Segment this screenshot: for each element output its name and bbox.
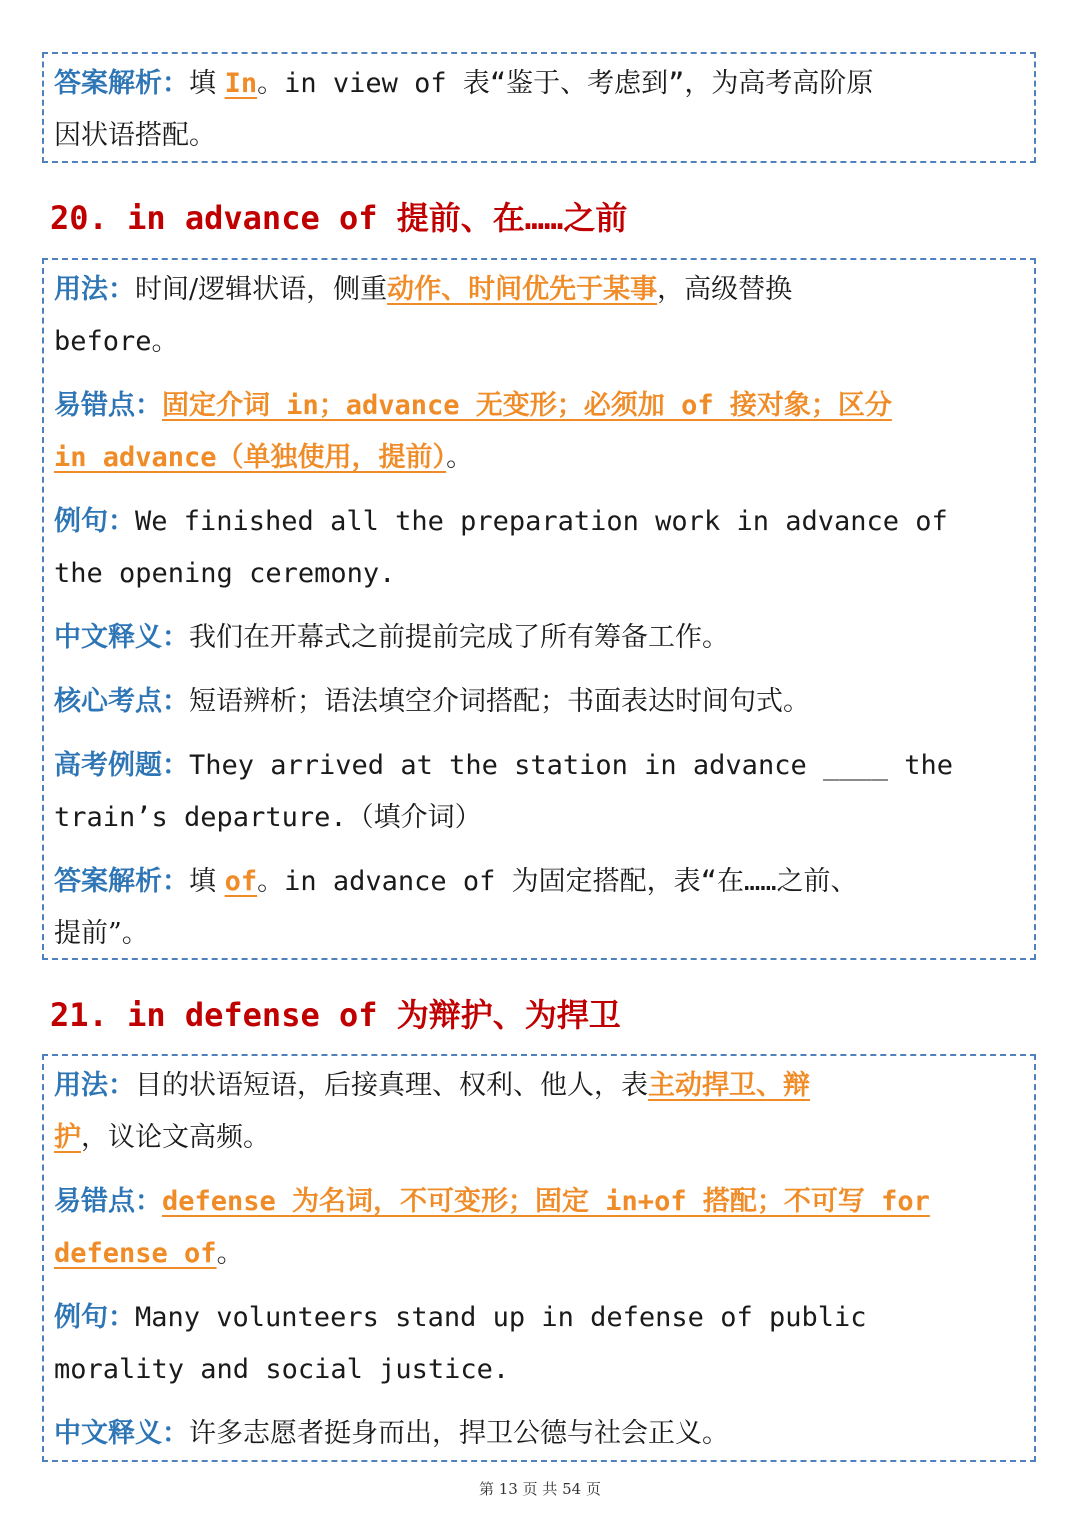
usage-label-21: 用法： <box>54 1070 135 1101</box>
answer-text-20-rest: 。in advance of 为固定搭配，表“在……之前、 <box>257 866 858 897</box>
page-footer: 第 13 页 共 54 页 <box>478 1480 601 1498</box>
answer-text: 填 <box>189 68 225 99</box>
answer-line-2: 因状语搭配。 <box>54 120 216 151</box>
answer-line-1 <box>54 58 1024 110</box>
section-heading-21: 21. in defense of 为辩护、为捍卫 <box>50 996 621 1034</box>
answer-box-19 <box>42 52 1036 163</box>
exam-line-2: train’s departure.（填介词） <box>54 802 482 833</box>
error-label: 易错点： <box>54 390 162 421</box>
chinese-label: 中文释义： <box>54 622 189 653</box>
exam-label: 高考例题： <box>54 750 189 781</box>
chinese-label-21: 中文释义： <box>54 1418 189 1449</box>
answer-line <box>54 856 1024 908</box>
core-text: 短语辨析；语法填空介词搭配；书面表达时间句式。 <box>189 686 810 717</box>
usage-highlight-21: 主动捍卫、辩 <box>648 1070 810 1101</box>
example-line-2: the opening ceremony. <box>54 558 396 589</box>
usage-line-2-21 <box>54 1112 1024 1164</box>
chinese-line <box>54 612 1024 664</box>
error-line <box>54 380 1024 432</box>
error-highlight-2: in advance（单独使用，提前） <box>54 442 447 473</box>
section-box-21 <box>42 1054 1036 1462</box>
chinese-text-21: 许多志愿者挺身而出，捍卫公德与社会正义。 <box>189 1418 729 1449</box>
section-heading-20: 20. in advance of 提前、在……之前 <box>50 199 628 237</box>
example-line-2-21: morality and social justice. <box>54 1354 510 1385</box>
error-highlight: 固定介词 in；advance 无变形；必须加 of 接对象；区分 <box>162 390 892 421</box>
error-line-21 <box>54 1176 1024 1228</box>
example-line <box>54 496 1024 548</box>
example-text: We finished all the preparation work in advance of <box>135 506 948 537</box>
example-text-21: Many volunteers stand up in defense of public <box>135 1302 867 1333</box>
error-line-2-21 <box>54 1228 1024 1280</box>
usage-line <box>54 264 1024 316</box>
usage-text: 时间/逻辑状语，侧重 <box>135 274 388 305</box>
usage-line-2: before。 <box>54 326 179 357</box>
answer-line-2-20: 提前”。 <box>54 918 149 949</box>
answer-highlight: In <box>224 68 258 99</box>
usage-line-21 <box>54 1060 1024 1112</box>
usage-highlight: 动作、时间优先于某事 <box>387 274 658 305</box>
exam-line <box>54 740 1024 792</box>
usage-label: 用法： <box>54 274 135 305</box>
answer-label: 答案解析： <box>54 68 189 99</box>
answer-text-20: 填 <box>189 866 225 897</box>
example-label-21: 例句： <box>54 1302 135 1333</box>
usage-highlight-21b: 护 <box>54 1122 81 1153</box>
error-label-21: 易错点： <box>54 1186 162 1217</box>
core-label: 核心考点： <box>54 686 189 717</box>
chinese-text: 我们在开幕式之前提前完成了所有筹备工作。 <box>189 622 729 653</box>
answer-text-rest: 。in view of 表“鉴于、考虑到”，为高考高阶原 <box>257 68 874 99</box>
error-end: 。 <box>446 442 474 473</box>
usage-text-21: 目的状语短语，后接真理、权利、他人，表 <box>135 1070 648 1101</box>
error-end-21: 。 <box>216 1238 244 1269</box>
section-box-20 <box>42 258 1036 960</box>
exam-text: They arrived at the station in advance ____ the <box>189 750 954 781</box>
usage-text-end: ，高级替换 <box>657 274 793 305</box>
error-highlight-21b: defense of <box>54 1238 217 1269</box>
answer-label-20: 答案解析： <box>54 866 189 897</box>
usage-text-21-end: ，议论文高频。 <box>81 1122 270 1153</box>
chinese-line-21 <box>54 1408 1024 1460</box>
answer-highlight-20: of <box>224 866 258 897</box>
error-highlight-21: defense 为名词，不可变形；固定 in+of 搭配；不可写 for <box>162 1186 930 1217</box>
core-line <box>54 676 1024 728</box>
error-line-2 <box>54 432 1024 484</box>
example-label: 例句： <box>54 506 135 537</box>
example-line-21 <box>54 1292 1024 1344</box>
